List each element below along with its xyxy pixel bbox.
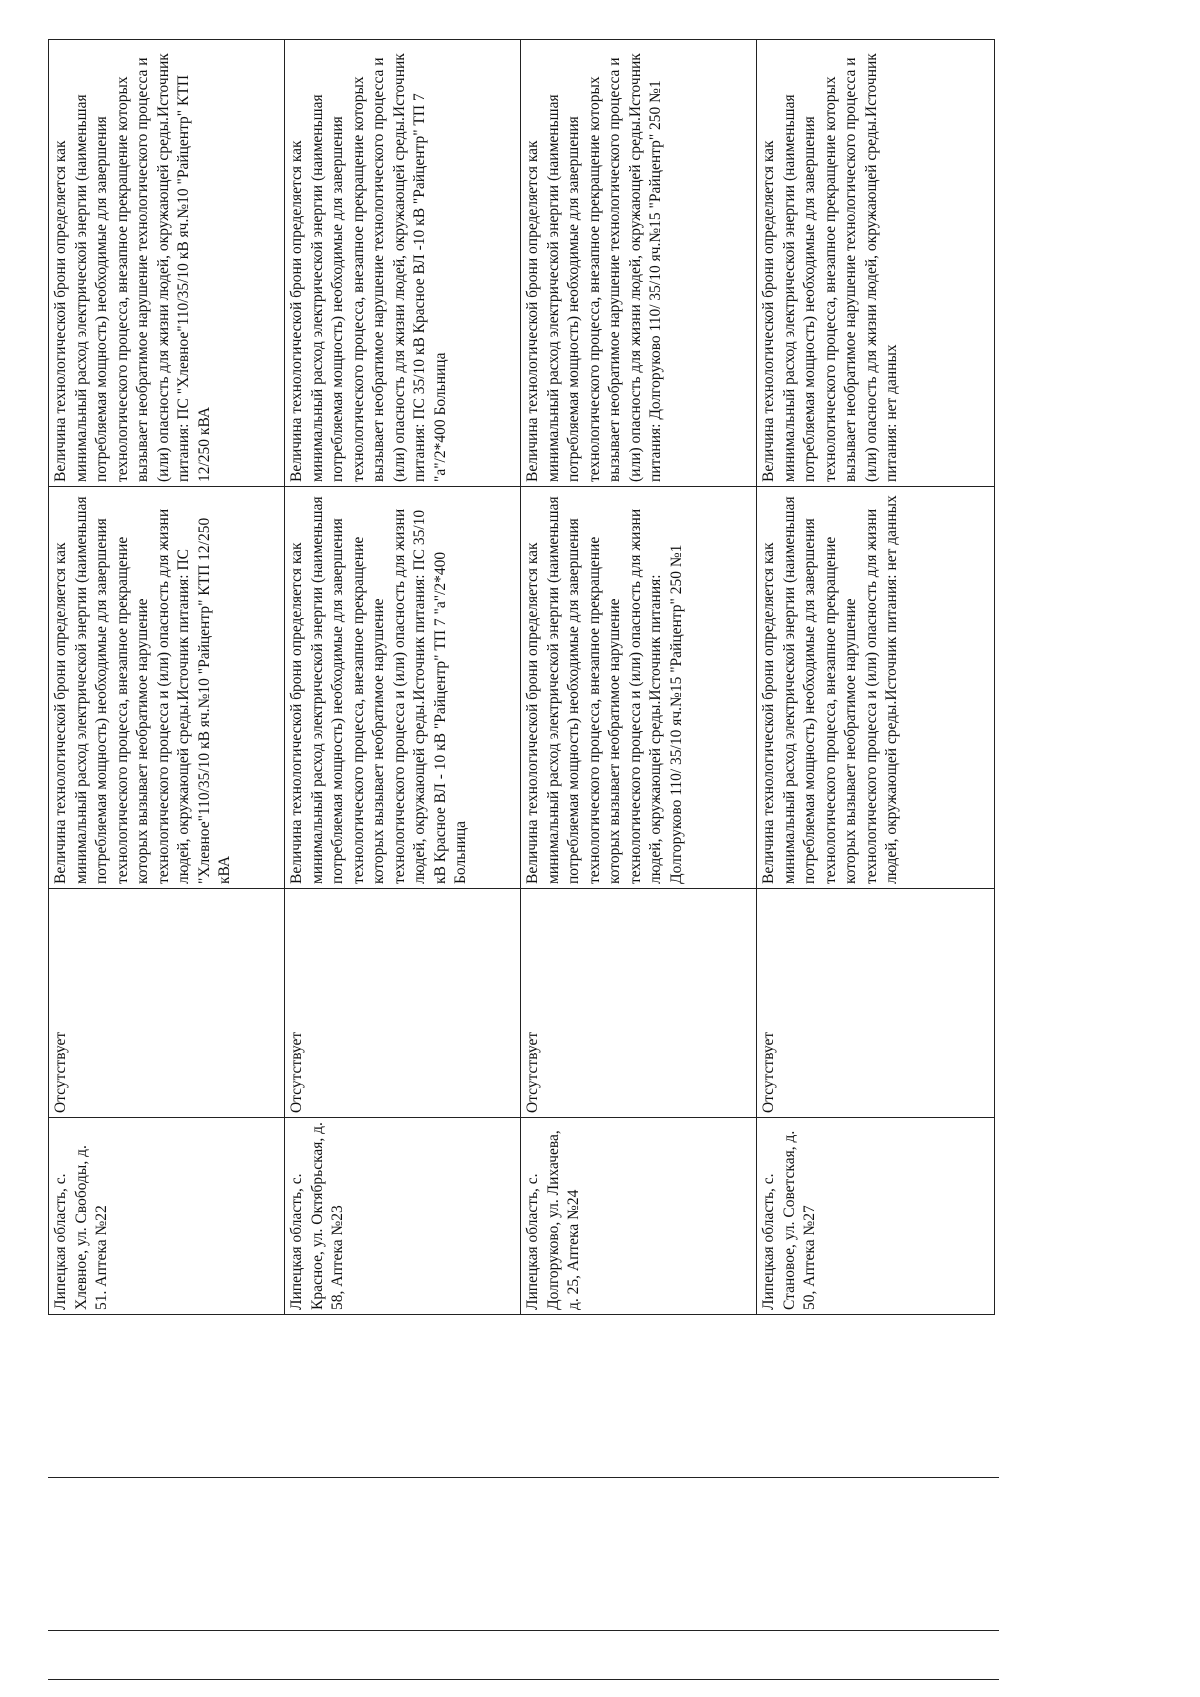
emergency-reserve-cell: Величина технологической брони определяется как минимальный расход электрической энергии (наименьшая потребляемая мощность) необходимые для завершения технологического процесса, внезапное прекращение которых вызывает необратимое нарушение технологического процесса и (или) опасность для жизни людей, окружающей среды.Источник питания: Долгоруково 110/ 35/10 яч.№15 "Райцентр" 250 №1 [521,40,757,487]
rotated-table-area [48,40,994,1315]
address-cell: Липецкая область, с. Долгоруково, ул. Лихачева, д. 25, Аптека №24 [521,1118,757,1315]
table-row [757,40,995,1315]
emergency-reserve-cell: Величина технологической брони определяется как минимальный расход электрической энергии (наименьшая потребляемая мощность) необходимые для завершения технологического процесса, внезапное прекращение которых вызывает необратимое нарушение технологического процесса и (или) опасность для жизни людей, окружающей среды.Источник питания: нет данных [757,40,995,487]
address-cell: Липецкая область, с. Хлевное, ул. Свободы, д. 51. Аптека №22 [49,1118,285,1315]
address-cell: Липецкая область, с. Становое, ул. Советская, д. 50, Аптека №27 [757,1118,995,1315]
presence-cell: Отсутствует [521,889,757,1118]
signature-line [48,1630,999,1631]
tech-reserve-cell: Величина технологической брони определяется как минимальный расход электрической энергии (наименьшая потребляемая мощность) необходимые для завершения технологического процесса, внезапное прекращение которых вызывает необратимое нарушение технологического процесса и (или) опасность для жизни людей, окружающей среды.Источник питания: ПС 35/10 кВ Красное ВЛ - 10 кВ "Райцентр" ТП 7 "а"/2*400 Больница [285,487,521,889]
table-row [521,40,757,1315]
table-row [285,40,521,1315]
rotated-table-container [48,40,994,1315]
address-cell: Липецкая область, с. Красное, ул. Октябрьская, д. 58, Аптека №23 [285,1118,521,1315]
signature-line [48,1679,999,1680]
presence-cell: Отсутствует [49,889,285,1118]
signature-line [48,1477,999,1478]
tech-reserve-cell: Величина технологической брони определяется как минимальный расход электрической энергии (наименьшая потребляемая мощность) необходимые для завершения технологического процесса, внезапное прекращение которых вызывает необратимое нарушение технологического процесса и (или) опасность для жизни людей, окружающей среды.Источник питания: ПС "Хлевное"110/35/10 кВ яч.№10 "Райцентр" КТП 12/250 кВА [49,487,285,889]
table-row [49,40,285,1315]
tech-reserve-cell: Величина технологической брони определяется как минимальный расход электрической энергии (наименьшая потребляемая мощность) необходимые для завершения технологического процесса, внезапное прекращение которых вызывает необратимое нарушение технологического процесса и (или) опасность для жизни людей, окружающей среды.Источник питания: нет данных [757,487,995,889]
presence-cell: Отсутствует [285,889,521,1118]
emergency-reserve-cell: Величина технологической брони определяется как минимальный расход электрической энергии (наименьшая потребляемая мощность) необходимые для завершения технологического процесса, внезапное прекращение которых вызывает необратимое нарушение технологического процесса и (или) опасность для жизни людей, окружающей среды.Источник питания: ПС "Хлевное"110/35/10 кВ яч.№10 "Райцентр" КТП 12/250 кВА [49,40,285,487]
pharmacy-power-table [48,39,995,1315]
presence-cell: Отсутствует [757,889,995,1118]
tech-reserve-cell: Величина технологической брони определяется как минимальный расход электрической энергии (наименьшая потребляемая мощность) необходимые для завершения технологического процесса, внезапное прекращение которых вызывает необратимое нарушение технологического процесса и (или) опасность для жизни людей, окружающей среды.Источник питания: Долгоруково 110/ 35/10 яч.№15 "Райцентр" 250 №1 [521,487,757,889]
emergency-reserve-cell: Величина технологической брони определяется как минимальный расход электрической энергии (наименьшая потребляемая мощность) необходимые для завершения технологического процесса, внезапное прекращение которых вызывает необратимое нарушение технологического процесса и (или) опасность для жизни людей, окружающей среды.Источник питания: ПС 35/10 кВ Красное ВЛ -10 кВ "Райцентр" ТП 7 "а"/2*400 Больница [285,40,521,487]
